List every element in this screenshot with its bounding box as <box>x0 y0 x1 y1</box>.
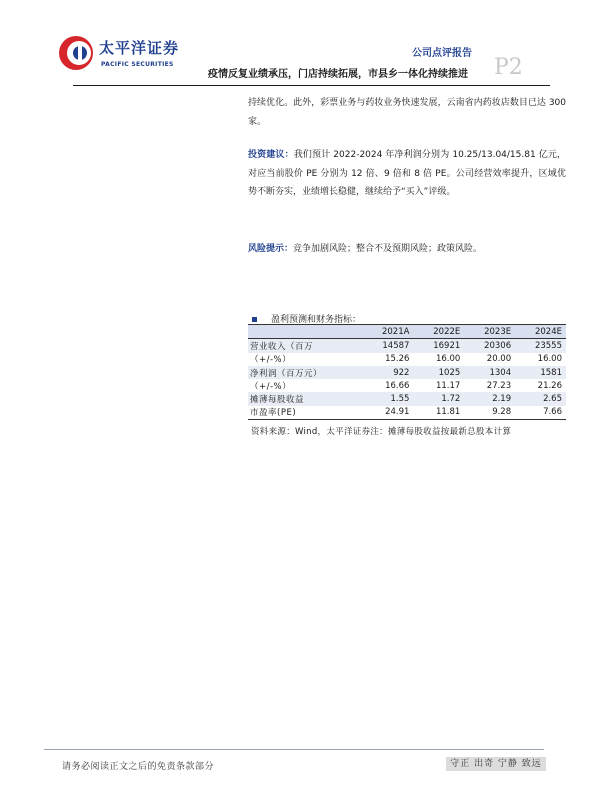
table-cell: 23555 <box>515 339 566 353</box>
financial-forecast-table <box>248 324 566 420</box>
report-title: 疫情反复业绩承压，门店持续拓展，市县乡一体化持续推进 <box>208 69 468 80</box>
paragraph-investment-advice <box>248 146 566 202</box>
row-label: 净利润（百万元） <box>248 366 362 379</box>
table-cell: 7.66 <box>515 406 566 420</box>
table-cell: 16.00 <box>537 354 562 365</box>
table-row <box>248 339 566 353</box>
table-cell: 2.65 <box>515 392 566 405</box>
row-label: 市盈率(PE) <box>248 406 362 420</box>
risk-warning-label: 风险提示： <box>248 244 294 254</box>
risk-warning-text: 竞争加剧风险；整合不及预期风险；政策风险。 <box>293 244 483 254</box>
table-row <box>248 379 566 392</box>
table-cell: 1304 <box>464 366 515 379</box>
row-label: 摊薄每股收益 <box>248 392 362 405</box>
logo-english-name: PACIFIC SECURITIES <box>101 61 174 68</box>
table-cell: 21.26 <box>537 380 562 391</box>
table-cell: 24.91 <box>362 406 413 420</box>
paragraph-risk-warning <box>248 240 566 259</box>
footer-motto: 守正 出奇 宁静 致远 <box>446 757 546 771</box>
table-cell: 11.17 <box>435 380 461 391</box>
table-cell: 16.00 <box>435 354 461 365</box>
investment-advice-text: 我们预计 2022-2024 年净利润分别为 10.25/13.04/15.81 亿元，对应当前股价 PE 分别为 12 倍、9 倍和 8 倍 PE。公司经营效率提升，区域优势不断夯实，业绩增长稳健，继续给予“买入”评级。 <box>248 150 566 197</box>
table-cell: 20.00 <box>486 354 512 365</box>
column-header <box>248 325 362 339</box>
table-cell: 1025 <box>413 366 464 379</box>
report-type: 公司点评报告 <box>412 48 472 59</box>
table-cell: 16.66 <box>385 380 410 391</box>
table-cell: 1581 <box>515 366 566 379</box>
row-label: 营业收入（百万 <box>248 339 362 353</box>
table-cell: 2.19 <box>464 392 515 405</box>
header-divider <box>73 85 550 86</box>
column-header: 2023E <box>464 325 515 339</box>
table-row <box>248 353 566 366</box>
table-source-note: 资料来源：Wind，太平洋证券注：摊薄每股收益按最新总股本计算 <box>251 427 512 437</box>
row-label: （+/-%） <box>250 381 292 392</box>
table-header-row <box>248 325 566 339</box>
column-header: 2022E <box>413 325 464 339</box>
table-title-text: 盈利预测和财务指标： <box>271 315 362 325</box>
table-row <box>248 406 566 420</box>
row-label: （+/-%） <box>250 355 292 366</box>
company-logo-icon <box>57 34 95 72</box>
table-cell: 14587 <box>362 339 413 353</box>
table-cell: 1.72 <box>413 392 464 405</box>
table-cell: 922 <box>362 366 413 379</box>
page-number: P2 <box>494 55 523 80</box>
table-cell: 15.26 <box>385 354 410 365</box>
footer-divider <box>44 749 544 750</box>
table-cell: 16921 <box>413 339 464 353</box>
bullet-square-icon <box>252 317 257 322</box>
column-header: 2024E <box>515 325 566 339</box>
table-row <box>248 392 566 405</box>
table-cell: 1.55 <box>362 392 413 405</box>
investment-advice-label: 投资建议： <box>248 150 294 160</box>
column-header: 2021A <box>362 325 413 339</box>
table-row <box>248 366 566 379</box>
logo-chinese-name: 太平洋证券 <box>99 39 180 57</box>
paragraph-business-update: 持续优化。此外，彩票业务与药妆业务快速发展，云南省内药妆店数目已达 300 家。 <box>248 98 566 127</box>
table-cell: 20306 <box>464 339 515 353</box>
table-cell: 27.23 <box>486 380 512 391</box>
footer-disclaimer: 请务必阅读正文之后的免责条款部分 <box>62 762 215 772</box>
table-cell: 11.81 <box>413 406 464 420</box>
table-cell: 9.28 <box>464 406 515 420</box>
